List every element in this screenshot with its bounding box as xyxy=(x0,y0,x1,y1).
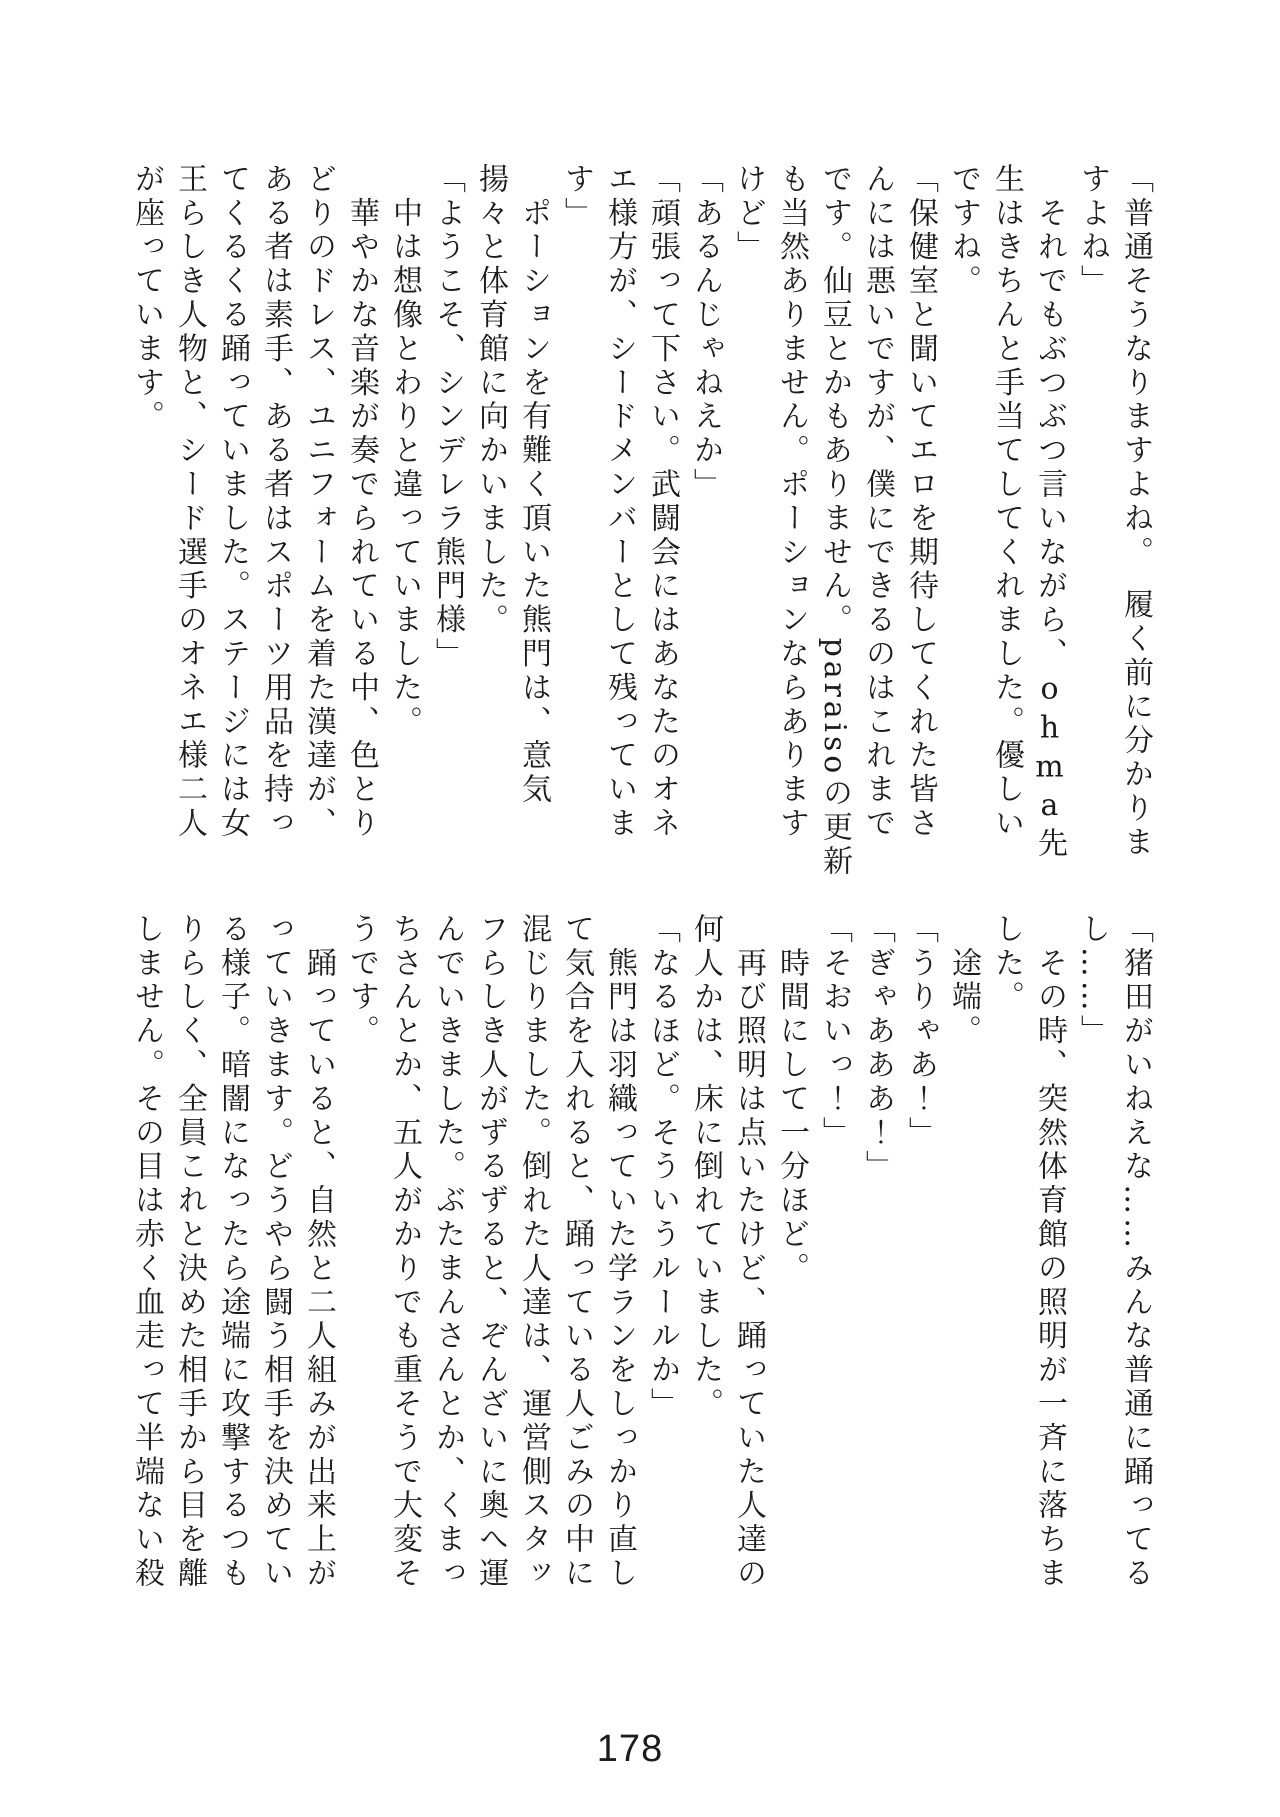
text-column: る様子。暗闇になったら途端に攻撃するつも xyxy=(215,913,250,1591)
text-column: した。 xyxy=(989,913,1024,1015)
text-column: 生はきちんと手当てしてくれました。優しい xyxy=(989,163,1024,841)
text-column: 再び照明は点いたけど、踊っていた人達の xyxy=(731,913,766,1591)
text-column: んでいきました。ぶたまんさんとか、くまっ xyxy=(430,913,465,1591)
text-column: ですね。 xyxy=(946,163,981,299)
text-column: 途端。 xyxy=(946,913,981,1049)
text-column: 「そおいっ！」 xyxy=(817,913,852,1151)
text-column: 「猪田がいねえな……みんな普通に踊ってる xyxy=(1118,913,1153,1591)
bottom-text-block xyxy=(123,913,1157,1615)
text-column: 何人かは、床に倒れていました。 xyxy=(688,913,723,1422)
text-column: どりのドレス、ユニフォームを着た漢達が、 xyxy=(301,163,336,841)
text-column: フらしき人がずるずると、ぞんざいに奥へ運 xyxy=(473,913,508,1591)
text-column: し……」 xyxy=(1075,913,1110,1049)
text-column: 「頑張って下さい。武闘会にはあなたのオネ xyxy=(645,163,680,841)
text-column: が座っています。 xyxy=(129,163,164,435)
text-column: 踊っていると、自然と二人組みが出来上が xyxy=(301,913,336,1591)
text-column: て気合を入れると、踊っている人ごみの中に xyxy=(559,913,594,1591)
text-column: うです。 xyxy=(344,913,379,1049)
text-column: 揚々と体育館に向かいました。 xyxy=(473,163,508,638)
text-column: 「ぎゃあああ！」 xyxy=(860,913,895,1185)
text-column: 華やかな音楽が奏でられている中、色とり xyxy=(344,163,379,841)
text-column: ある者は素手、ある者はスポーツ用品を持っ xyxy=(258,163,293,841)
text-column: てくるくる踊っていました。ステージには女 xyxy=(215,163,250,841)
text-column: りらしく、全員これと決めた相手から目を離 xyxy=(172,913,207,1591)
text-column: 「うりゃあ！」 xyxy=(903,913,938,1151)
text-column: 王らしき人物と、シード選手のオネエ様二人 xyxy=(172,163,207,841)
text-column: です。仙豆とかもありません。paraisoの更新 xyxy=(817,163,852,879)
text-column: その時、突然体育館の照明が一斉に落ちま xyxy=(1032,913,1067,1591)
top-text-block xyxy=(123,163,1157,885)
upright-latin: ohma xyxy=(1032,671,1067,828)
text-column: 熊門は羽織っていた学ランをしっかり直し xyxy=(602,913,637,1591)
text-column: す」 xyxy=(559,163,594,231)
text-column: んには悪いですが、僕にできるのはこれまで xyxy=(860,163,895,841)
text-column: 「普通そうなりますよね。 履く前に分かりま xyxy=(1118,163,1153,860)
text-column: けど」 xyxy=(731,163,766,265)
text-column: 「ようこそ、シンデレラ熊門様」 xyxy=(430,163,465,672)
text-column: 「なるほど。そういうルールか」 xyxy=(645,913,680,1422)
text-column: 中は想像とわりと違っていました。 xyxy=(387,163,422,740)
text-column: も当然ありません。ポーションならあります xyxy=(774,163,809,841)
text-column: ポーションを有難く頂いた熊門は、意気 xyxy=(516,163,551,808)
text-column: ちさんとか、五人がかりでも重そうで大変そ xyxy=(387,913,422,1591)
text-column: すよね」 xyxy=(1075,163,1110,299)
text-column: それでもぶつぶつ言いながら、ohma先 xyxy=(1032,163,1067,862)
text-column: っていきます。どうやら闘う相手を決めてい xyxy=(258,913,293,1591)
text-column: 混じりました。倒れた人達は、運営側スタッ xyxy=(516,913,551,1591)
text-column: エ様方が、シードメンバーとして残っていま xyxy=(602,163,637,841)
text-column: 「あるんじゃねえか」 xyxy=(688,163,723,502)
text-column: 時間にして一分ほど。 xyxy=(774,913,809,1286)
page-number: 178 xyxy=(596,1728,664,1770)
text-column: 「保健室と聞いてエロを期待してくれた皆さ xyxy=(903,163,938,841)
text-column: しません。その目は赤く血走って半端ない殺 xyxy=(129,913,164,1591)
